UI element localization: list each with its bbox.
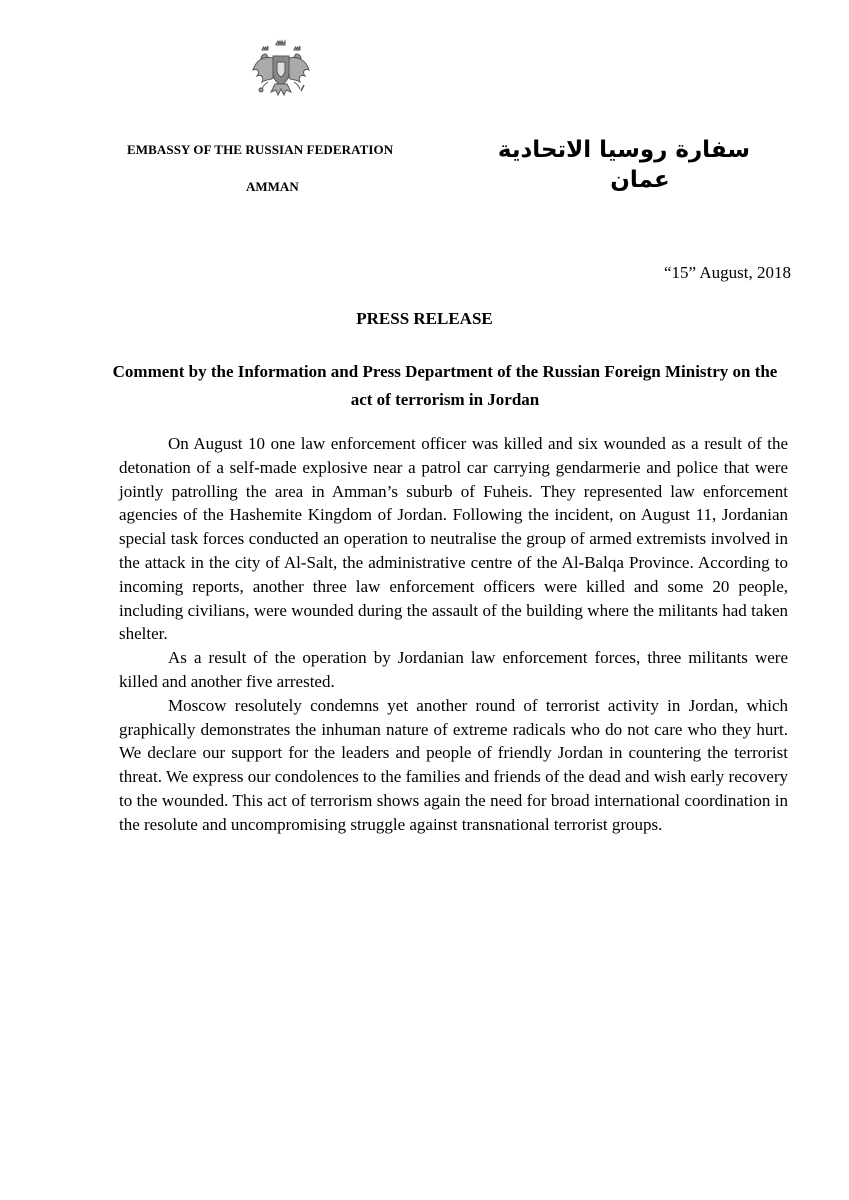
city-name-ar: عمان xyxy=(610,167,670,193)
paragraph: On August 10 one law enforcement officer was killed and six wounded as a result of the detonation of a self-made explosive near a patrol car carrying gendarmerie and police that were jointly patrolling the area in Amman’s suburb of Fuheis. They represented law enforcement agencies of the Hashemite Kingdom of Jordan. Following the incident, on August 11, Jordanian special task forces conducted an operation to neutralise the group of armed extremists involved in the attack in the city of Al-Salt, the administrative centre of the Al-Balqa Province. According to incoming reports, another three law enforcement officers were killed and some 20 people, including civilians, were wounded during the assault of the building where the militants had taken shelter. xyxy=(119,434,788,644)
city-name-en: AMMAN xyxy=(246,179,299,194)
release-date: “15” August, 2018 xyxy=(663,263,791,282)
paragraph: As a result of the operation by Jordanian law enforcement forces, three militants were killed and another five arrested. xyxy=(119,648,788,691)
headline: Comment by the Information and Press Department of the Russian Foreign Ministry on the act of terrorism in Jordan xyxy=(112,362,778,409)
press-release-title: PRESS RELEASE xyxy=(356,309,493,328)
paragraph: Moscow resolutely condemns yet another round of terrorist activity in Jordan, which graphically demonstrates the inhuman nature of extreme radicals who do not care who they hurt. We declare our support for the leaders and people of friendly Jordan in countering the terrorist threat. We express our condolences to the families and friends of the dead and wish early recovery to the wounded. This act of terrorism shows again the need for broad international coordination in the resolute and uncompromising struggle against transnational terrorist groups. xyxy=(119,695,788,834)
double-headed-eagle-emblem-icon xyxy=(250,38,312,100)
embassy-name-ar: سفارة روسيا الاتحادية xyxy=(497,137,750,163)
embassy-name-en: EMBASSY OF THE RUSSIAN FEDERATION xyxy=(127,142,394,157)
body-text xyxy=(119,432,788,837)
